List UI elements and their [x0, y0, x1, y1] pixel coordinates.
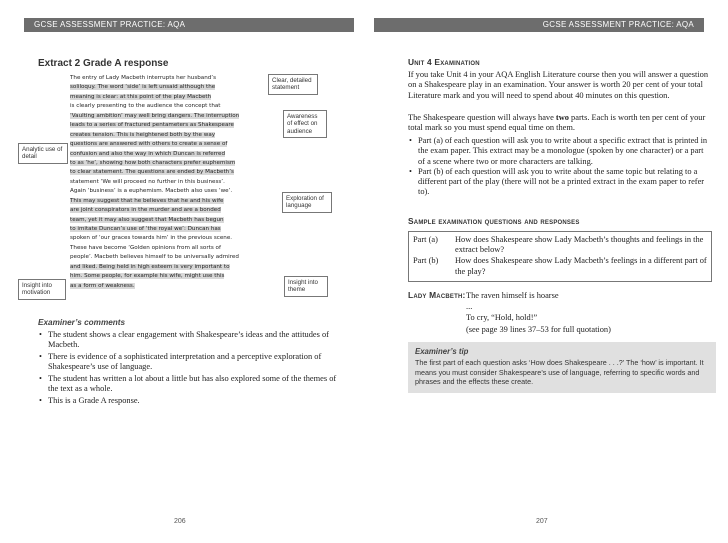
left-running-head: GCSE ASSESSMENT PRACTICE: AQA	[24, 18, 354, 32]
parts-list	[408, 136, 712, 198]
response-line	[70, 121, 278, 130]
right-running-head: GCSE ASSESSMENT PRACTICE: AQA	[374, 18, 704, 32]
response-text: spoken of ‘our graces towards him’ in the previous scene.	[70, 235, 233, 242]
quote-line: ...	[466, 302, 473, 312]
part-bullet: • Part (a) of each question will ask you to write about a specific extract that is printed in the exam paper. This extract may be a monologue (spoken by one character) or a part of a scene where two or more characters are talking.	[418, 136, 712, 167]
parts-text-emphasis: two	[555, 113, 569, 122]
play-quotation	[408, 290, 708, 335]
question-row	[413, 235, 707, 255]
response-line	[70, 197, 278, 206]
response-text: is clearly presenting to the audience the concept that	[70, 103, 221, 110]
response-text: statement ‘We will proceed no further in this business’.	[70, 178, 225, 185]
unit-title: Unit 4 Examination	[408, 57, 480, 67]
note-awareness: Awareness of effect on audience	[283, 110, 327, 138]
student-response	[70, 74, 278, 291]
comment-item: • This is a Grade A response.	[48, 396, 338, 407]
parts-text-a: The Shakespeare question will always have	[408, 113, 556, 122]
highlighted-text: as a form of weakness.	[70, 282, 135, 289]
right-page	[364, 0, 728, 543]
response-text: The entry of Lady Macbeth interrupts her husband’s	[70, 75, 216, 81]
quote-line: (see page 39 lines 37–53 for full quotation)	[466, 324, 611, 334]
question-text: How does Shakespeare show Lady Macbeth’s thoughts and feelings in the extract below?	[455, 235, 704, 255]
examiner-tip-heading: Examiner’s tip	[415, 347, 469, 356]
highlighted-text: him. Some people, for example his wife, might use this	[70, 273, 225, 280]
response-line	[70, 74, 278, 83]
response-text: people’. Macbeth believes himself to be universally admired	[70, 254, 239, 261]
quote-line: The raven himself is hoarse	[466, 291, 559, 300]
note-insight-theme: Insight into theme	[284, 276, 328, 297]
response-line	[70, 140, 278, 149]
response-line	[70, 244, 278, 253]
highlighted-text: team, yet it may also suggest that Macbeth has begun	[70, 216, 224, 223]
examiner-tip-text: The first part of each question asks ‘How does Shakespeare . . .?’ The ‘how’ is important. It means you must consider Shakespeare’s use of language, referring to specific words and phrases and the effects these create.	[415, 358, 704, 387]
section-title: Extract 2 Grade A response	[38, 58, 169, 69]
response-line	[70, 159, 278, 168]
question-box	[408, 231, 712, 282]
response-line	[70, 216, 278, 225]
note-insight-motivation: Insight into motivation	[18, 279, 66, 300]
question-part-label: Part (a)	[413, 235, 438, 244]
highlighted-text: leads to a series of fractured pentameters as Shakespeare	[70, 122, 234, 129]
response-line	[70, 150, 278, 159]
highlighted-text: to imitate Duncan’s use of ‘the royal we’: Duncan has	[70, 226, 221, 232]
examiner-comments	[38, 318, 338, 407]
response-line	[70, 168, 278, 177]
response-line	[70, 83, 278, 92]
comment-item: • The student shows a clear engagement with Shakespeare’s ideas and the attitudes of Macbeth.	[48, 330, 338, 351]
response-text: Again ‘business’ is a euphemism. Macbeth also uses ‘we’.	[70, 188, 233, 195]
response-line	[70, 282, 278, 291]
response-line	[70, 272, 278, 281]
highlighted-text: to as ‘he’, showing how both characters prefer euphemism	[70, 159, 236, 166]
response-line	[70, 187, 278, 196]
response-line	[70, 263, 278, 272]
quote-speaker: Lady Macbeth:	[408, 290, 466, 300]
examiner-tip-box	[408, 342, 716, 393]
response-text: These have become ‘Golden opinions from all sorts of	[70, 244, 221, 251]
question-part-label: Part (b)	[413, 256, 439, 266]
response-line	[70, 253, 278, 262]
note-clear-statement: Clear, detailed statement	[268, 74, 318, 95]
highlighted-text: and liked. Being held in high esteem is very important to	[70, 263, 230, 270]
highlighted-text: soliloquy. The word ‘side’ is left unsaid although the	[70, 84, 216, 91]
quote-line: To cry, “Hold, hold!”	[466, 313, 538, 323]
response-line	[70, 112, 278, 121]
highlighted-text: ‘Vaulting ambition’ may well bring dangers. The interruption	[70, 112, 240, 119]
note-exploration: Exploration of language	[282, 192, 332, 213]
response-line	[70, 234, 278, 243]
question-row	[413, 256, 707, 276]
question-text: How does Shakespeare show Lady Macbeth’s feelings in a different part of the play?	[455, 256, 707, 276]
highlighted-text: meaning is clear: at this point of the play Macbeth	[70, 93, 212, 100]
highlighted-text: to clear statement. The questions are ended by Macbeth’s	[70, 169, 234, 176]
response-line	[70, 225, 278, 234]
highlighted-text: This may suggest that he believes that he and his wife	[70, 197, 224, 204]
part-bullet: • Part (b) of each question will ask you to write about the same topic but relating to a different part of the play (there will not be a printed extract in the exam paper to refer to).	[418, 167, 712, 198]
examiner-comments-heading: Examiner’s comments	[38, 318, 126, 327]
parts-text-c: parts. Each is worth ten per cent of your total mark so you must spend equal time on them.	[408, 113, 706, 133]
right-page-number: 207	[536, 518, 548, 525]
left-page-number: 206	[174, 518, 186, 525]
parts-paragraph	[408, 113, 712, 134]
response-line	[70, 131, 278, 140]
highlighted-text: confusion and also the way in which Duncan is referred	[70, 150, 226, 157]
examiner-comments-list	[38, 330, 338, 407]
highlighted-text: questions are answered with others to create a sense of	[70, 141, 228, 148]
highlighted-text: creates tension. This is heightened both by the way	[70, 131, 216, 138]
response-line	[70, 102, 278, 111]
highlighted-text: are joint conspirators in the murder and are a bonded	[70, 207, 221, 214]
comment-item: • There is evidence of a sophisticated interpretation and a perceptive exploration of Shakespeare’s use of language.	[48, 352, 338, 373]
note-analytic-detail: Analytic use of detail	[18, 143, 68, 164]
comment-item: • The student has written a lot about a little but has also explored some of the themes of the text as a whole.	[48, 374, 338, 395]
response-line	[70, 206, 278, 215]
intro-paragraph: If you take Unit 4 in your AQA English Literature course then you will answer a question on a Shakespeare play in an examination. Your answer is worth 20 per cent of your total Literature mark and you will need to spend about 40 minutes on this question.	[408, 70, 709, 100]
response-line	[70, 93, 278, 102]
response-line	[70, 178, 278, 187]
sample-title: Sample examination questions and responses	[408, 216, 580, 226]
